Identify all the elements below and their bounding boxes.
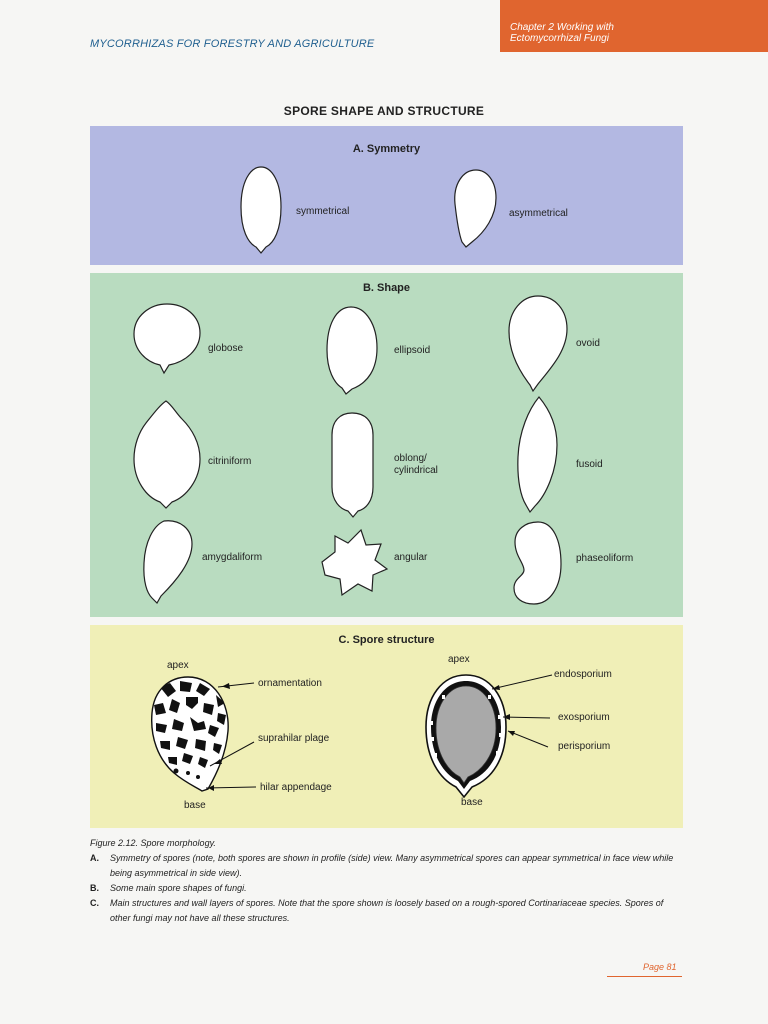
page-rule <box>607 976 682 977</box>
label-ornamentation: ornamentation <box>258 678 322 689</box>
caption-text: Symmetry of spores (note, both spores are shown in profile (side) view. Many asymmetrical spores can appear symmetrical in face view while being asymmetrical in side view). <box>110 853 674 878</box>
caption-item-a <box>90 851 680 881</box>
panel-shape <box>90 273 683 617</box>
label-fusoid: fusoid <box>576 459 603 470</box>
panel-a-drawing <box>90 126 683 265</box>
label-base-left: base <box>184 800 206 811</box>
label-oblong-cylindrical: oblong/ cylindrical <box>394 453 438 476</box>
spore-wall-layers <box>426 675 506 797</box>
panel-spore-structure <box>90 625 683 828</box>
spore-angular <box>322 530 387 595</box>
label-angular: angular <box>394 552 428 563</box>
caption-letter: B. <box>90 883 99 893</box>
panel-symmetry <box>90 126 683 265</box>
figure-title: SPORE SHAPE AND STRUCTURE <box>283 104 485 118</box>
spore-asymmetrical <box>455 170 496 247</box>
label-apex-left: apex <box>167 660 189 671</box>
label-hilar-appendage: hilar appendage <box>260 782 332 793</box>
label-apex-right: apex <box>448 654 470 665</box>
caption-text: Some main spore shapes of fungi. <box>110 883 247 893</box>
figure-caption <box>90 836 680 926</box>
label-citriniform: citriniform <box>208 456 252 467</box>
caption-item-c <box>90 896 680 926</box>
label-globose: globose <box>208 343 244 354</box>
label-ellipsoid: ellipsoid <box>394 345 431 356</box>
page-number: Page 81 <box>643 962 677 972</box>
label-suprahilar-plage: suprahilar plage <box>258 733 330 744</box>
label-base-right: base <box>461 797 483 808</box>
label-asymmetrical: asymmetrical <box>509 208 568 219</box>
label-exosporium: exosporium <box>558 712 610 723</box>
running-head: MYCORRHIZAS FOR FORESTRY AND AGRICULTURE <box>90 38 375 50</box>
caption-letter: C. <box>90 898 99 908</box>
label-endosporium: endosporium <box>554 669 612 680</box>
spore-ovoid <box>509 296 567 391</box>
spore-ornamented <box>152 677 228 791</box>
label-ovoid: ovoid <box>576 338 600 349</box>
label-amygdaliform: amygdaliform <box>202 552 263 563</box>
spore-fusoid <box>518 397 557 512</box>
chapter-tab <box>500 0 768 52</box>
label-perisporium: perisporium <box>558 741 611 752</box>
spore-amygdaliform <box>144 521 192 603</box>
panel-c-heading: C. Spore structure <box>338 634 435 646</box>
spore-symmetrical <box>241 167 281 253</box>
spore-ellipsoid <box>327 307 377 394</box>
panel-c-drawing <box>90 625 683 828</box>
panel-a-heading: A. Symmetry <box>352 143 421 155</box>
panel-b-drawing <box>90 273 683 617</box>
spore-globose <box>134 304 200 373</box>
spore-citriniform <box>134 401 200 508</box>
caption-text: Main structures and wall layers of spores. Note that the spore shown is loosely based on a rough-spored Cortinariaceae species. Spores of other fungi may not have all these structures. <box>110 898 664 923</box>
chapter-tab-line2: Ectomycorrhizal Fungi <box>510 33 609 44</box>
caption-title: Figure 2.12. Spore morphology. <box>90 838 216 848</box>
chapter-tab-line1: Chapter 2 Working with <box>510 22 614 33</box>
label-phaseoliform: phaseoliform <box>576 553 634 564</box>
spore-phaseoliform <box>514 522 561 604</box>
label-symmetrical: symmetrical <box>296 206 350 217</box>
caption-letter: A. <box>90 853 99 863</box>
panel-b-heading: B. Shape <box>362 282 411 294</box>
spore-oblong <box>332 413 373 517</box>
caption-item-b <box>90 881 680 896</box>
